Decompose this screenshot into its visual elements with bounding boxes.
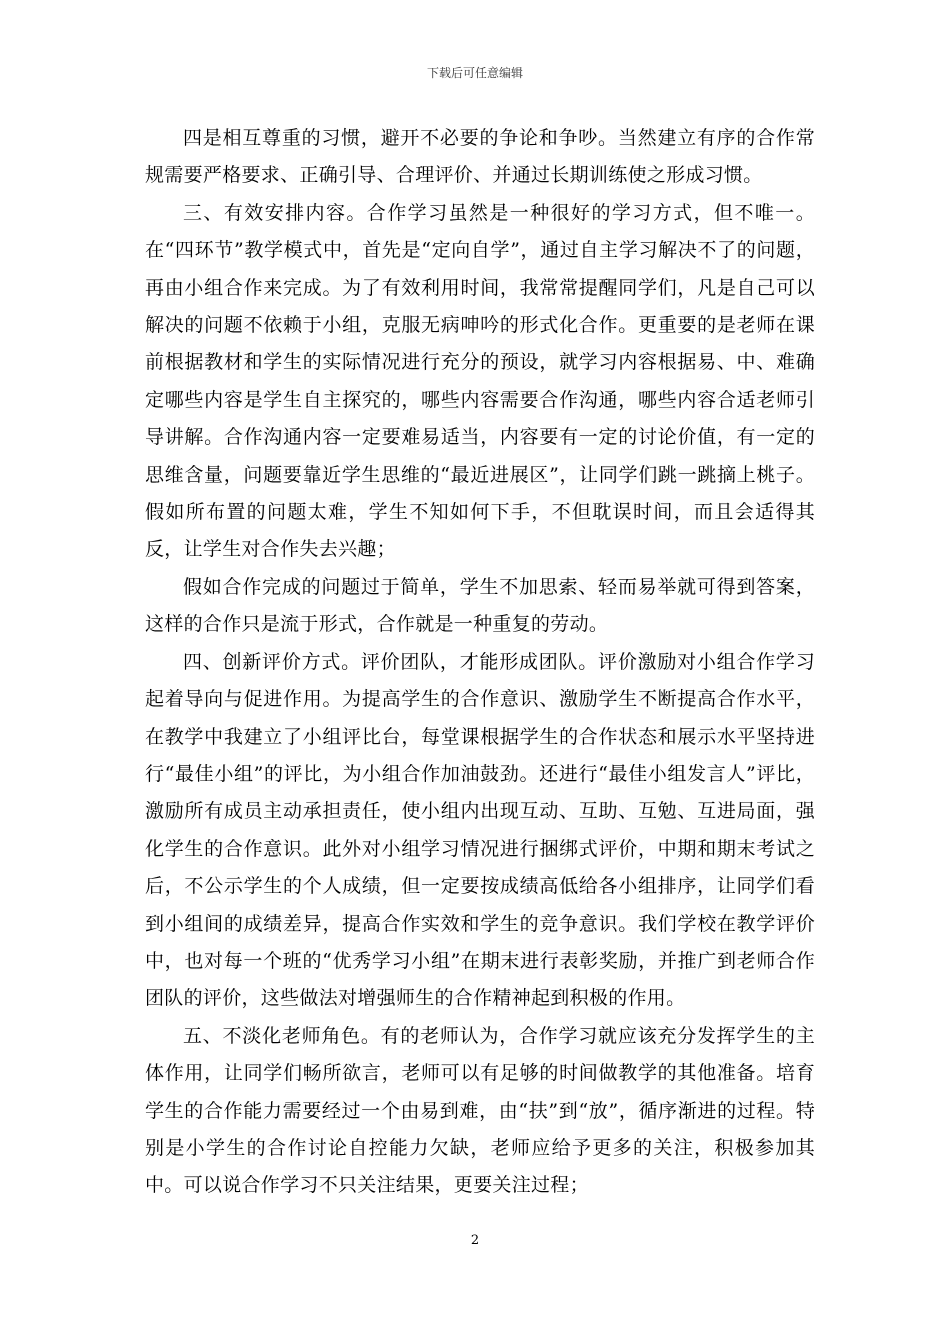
page-number: 2 [470,1233,480,1248]
document-body [145,120,815,1205]
page-header: 下载后可任意编辑 [426,66,523,80]
paragraph: 四、创新评价方式。评价团队，才能形成团队。评价激励对小组合作学习起着导向与促进作用。为提高学生的合作意识、激励学生不断提高合作水平，在教学中我建立了小组评比台，每堂课根据学生的合作状态和展示水平坚持进行“最佳小组”的评比，为小组合作加油鼓劲。还进行“最佳小组发言人”评比，激励所有成员主动承担责任，使小组内出现互动、互助、互勉、互进局面，强化学生的合作意识。此外对小组学习情况进行捆绑式评价，中期和期末考试之后，不公示学生的个人成绩，但一定要按成绩高低给各小组排序，让同学们看到小组间的成绩差异，提高合作实效和学生的竞争意识。我们学校在教学评价中，也对每一个班的“优秀学习小组”在期末进行表彰奖励，并推广到老师合作团队的评价，这些做法对增强师生的合作精神起到积极的作用。 [145,650,815,1010]
paragraph: 四是相互尊重的习惯，避开不必要的争论和争吵。当然建立有序的合作常规需要严格要求、正确引导、合理评价、并通过长期训练使之形成习惯。 [145,127,815,187]
paragraph: 三、有效安排内容。合作学习虽然是一种很好的学习方式，但不唯一。在“四环节”教学模式中，首先是“定向自学”，通过自主学习解决不了的问题，再由小组合作来完成。为了有效利用时间，我常常提醒同学们，凡是自己可以解决的问题不依赖于小组，克服无病呻吟的形式化合作。更重要的是老师在课前根据教材和学生的实际情况进行充分的预设，就学习内容根据易、中、难确定哪些内容是学生自主探究的，哪些内容需要合作沟通，哪些内容合适老师引导讲解。合作沟通内容一定要难易适当，内容要有一定的讨论价值，有一定的思维含量，问题要靠近学生思维的“最近进展区”，让同学们跳一跳摘上桃子。假如所布置的问题太难，学生不知如何下手，不但耽误时间，而且会适得其反，让学生对合作失去兴趣； [145,201,815,561]
paragraph: 假如合作完成的问题过于简单，学生不加思索、轻而易举就可得到答案，这样的合作只是流于形式，合作就是一种重复的劳动。 [145,575,815,636]
paragraph: 五、不淡化老师角色。有的老师认为，合作学习就应该充分发挥学生的主体作用，让同学们畅所欲言，老师可以有足够的时间做教学的其他准备。培育学生的合作能力需要经过一个由易到难，由“扶”到“放”，循序渐进的过程。特别是小学生的合作讨论自控能力欠缺，老师应给予更多的关注，积极参加其中。可以说合作学习不只关注结果，更要关注过程； [145,1024,815,1197]
